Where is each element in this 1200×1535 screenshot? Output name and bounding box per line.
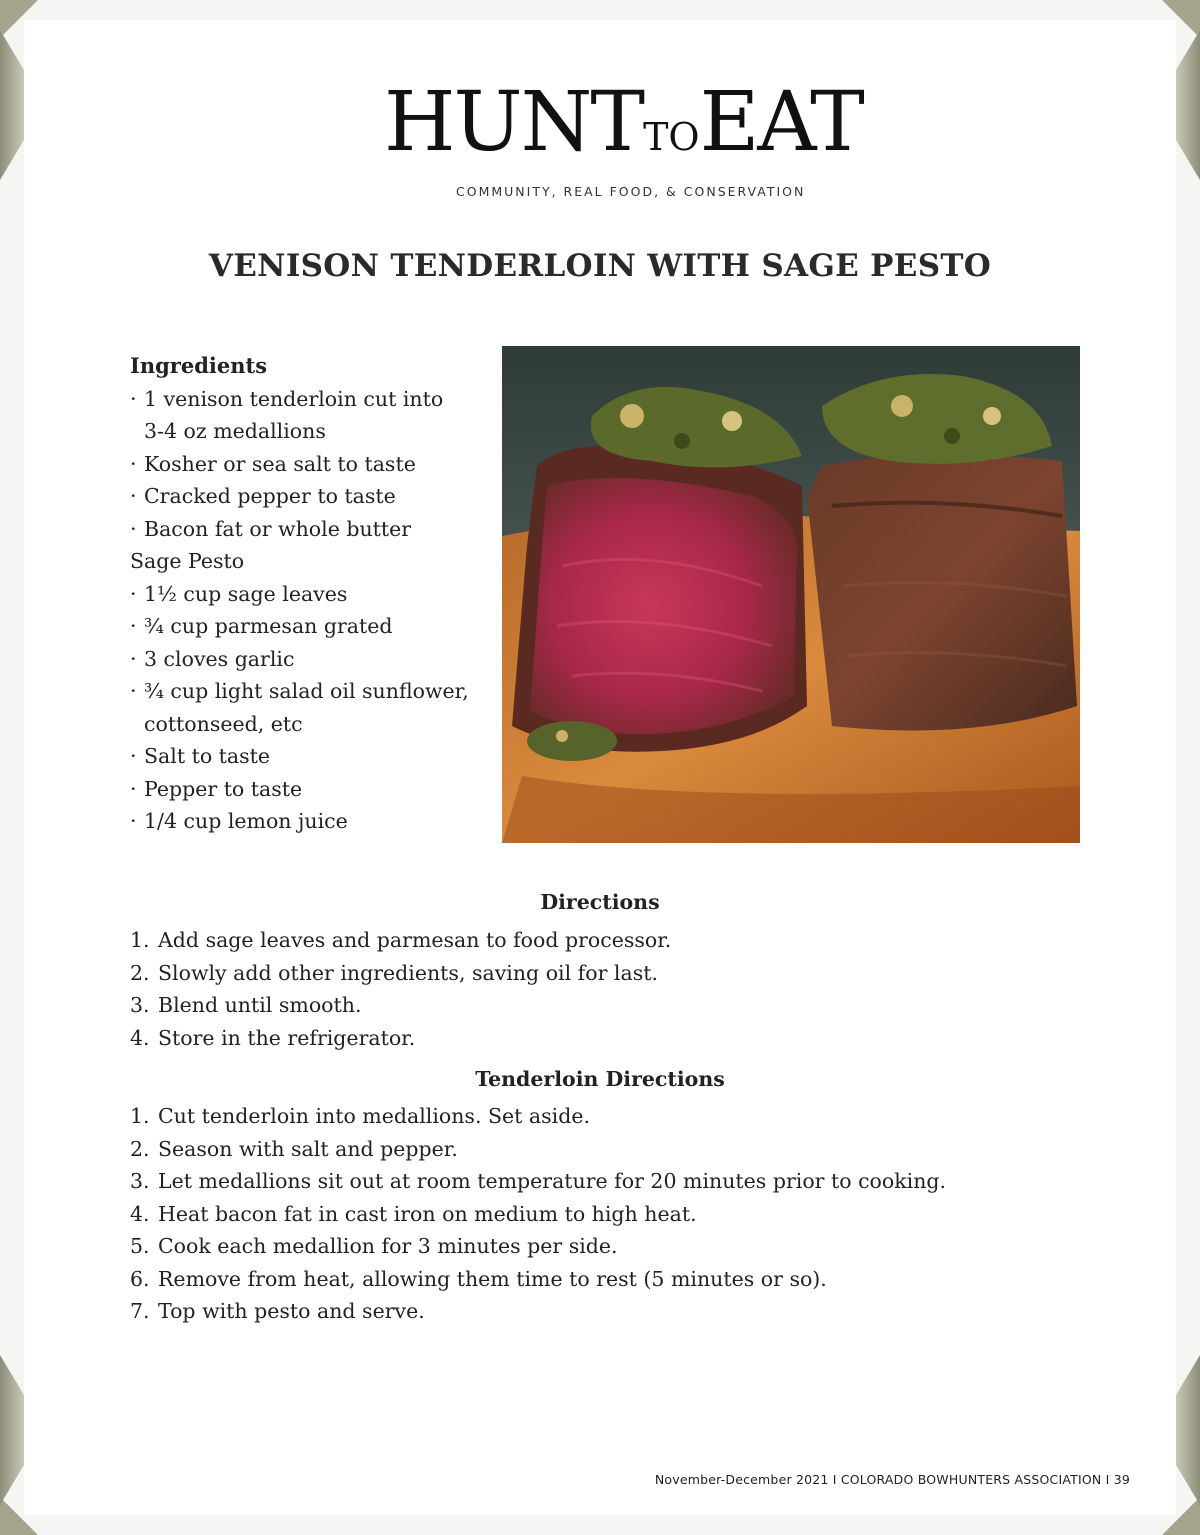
venison-tenderloin-photo xyxy=(502,346,1080,843)
list-item: 5. Cook each medallion for 3 minutes per side. xyxy=(130,1234,618,1258)
page-footer: November-December 2021 I COLORADO BOWHUNTERS ASSOCIATION I 39 xyxy=(654,1472,1130,1487)
logo-hunt: HUNT xyxy=(384,75,644,170)
ingredients-heading: Ingredients xyxy=(130,353,268,378)
tenderloin-steps xyxy=(130,1100,946,1328)
list-item: cottonseed, etc xyxy=(144,711,303,736)
frame-edge-left xyxy=(0,30,24,180)
ingredients-list xyxy=(130,350,510,838)
list-item: 3. Blend until smooth. xyxy=(130,993,362,1017)
directions-steps xyxy=(130,924,671,1054)
list-item: · ¾ cup light salad oil sunflower, xyxy=(130,679,469,703)
directions-heading: Directions xyxy=(540,890,660,914)
list-item: 2. Slowly add other ingredients, saving oil for last. xyxy=(130,960,658,985)
logo-wordmark xyxy=(384,75,863,170)
list-item: · 1/4 cup lemon juice xyxy=(130,809,348,833)
tenderloin-directions-heading: Tenderloin Directions xyxy=(475,1067,725,1091)
magazine-page xyxy=(24,20,1176,1515)
recipe-title: VENISON TENDERLOIN WITH SAGE PESTO xyxy=(208,248,992,284)
list-item: · 1 venison tenderloin cut into xyxy=(130,386,444,411)
list-item: 3-4 oz medallions xyxy=(144,419,326,443)
list-item: · 1½ cup sage leaves xyxy=(130,581,348,606)
list-item: · Salt to taste xyxy=(130,744,271,768)
list-item: 1. Add sage leaves and parmesan to food processor. xyxy=(130,928,672,952)
list-item: · Bacon fat or whole butter xyxy=(130,516,412,541)
list-item: · 3 cloves garlic xyxy=(130,646,295,671)
logo-eat: EAT xyxy=(699,75,863,170)
frame-edge-left-bottom xyxy=(0,1355,24,1505)
list-item: 1. Cut tenderloin into medallions. Set aside. xyxy=(130,1104,590,1128)
list-item: 6. Remove from heat, allowing them time to rest (5 minutes or so). xyxy=(130,1266,827,1291)
list-item: · Pepper to taste xyxy=(130,776,303,801)
frame-edge-right-bottom xyxy=(1176,1355,1200,1505)
logo-tagline: COMMUNITY, REAL FOOD, & CONSERVATION xyxy=(456,184,806,199)
list-item: 3. Let medallions sit out at room temperature for 20 minutes prior to cooking. xyxy=(130,1169,947,1193)
list-item: 2. Season with salt and pepper. xyxy=(130,1136,458,1161)
frame-edge-right xyxy=(1176,30,1200,180)
list-item: 7. Top with pesto and serve. xyxy=(130,1299,425,1323)
logo-to: TO xyxy=(643,115,700,159)
list-item: 4. Heat bacon fat in cast iron on medium to high heat. xyxy=(130,1201,697,1226)
list-item: · ¾ cup parmesan grated xyxy=(130,614,393,638)
list-item: · Kosher or sea salt to taste xyxy=(130,451,416,476)
list-item: 4. Store in the refrigerator. xyxy=(130,1025,416,1050)
hunt-to-eat-logo xyxy=(384,75,863,212)
sage-pesto-subheading: Sage Pesto xyxy=(130,549,245,573)
list-item: · Cracked pepper to taste xyxy=(130,484,396,508)
